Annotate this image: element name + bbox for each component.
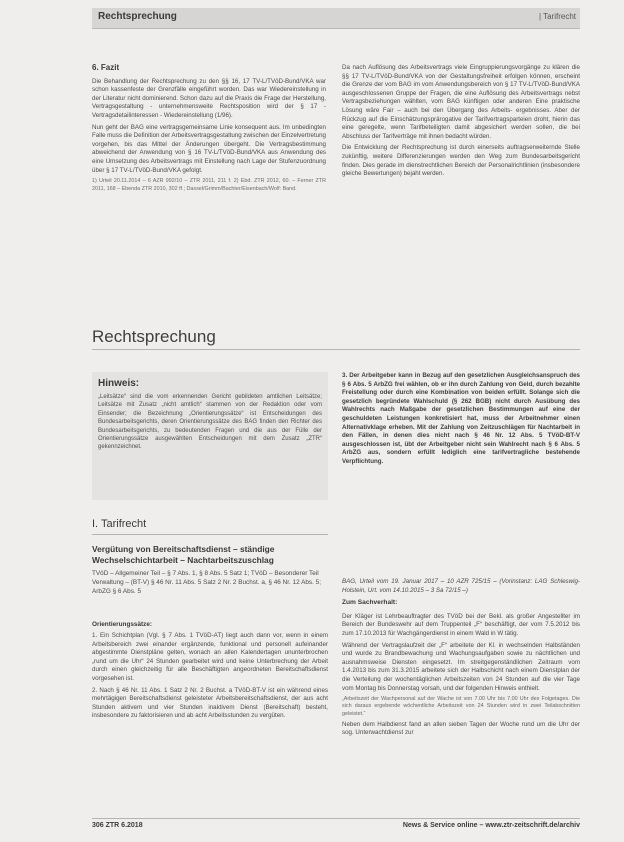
decision-reference: BAG, Urteil vom 19. Januar 2017 – 10 AZR 725/15 – (Vorinstanz: LAG Schleswig-Holstein, Urt. vom 14.10.2015 – 3 Sa 72/15 –) (342, 578, 580, 594)
footer-page-info: 306 ZTR 6.2018 (92, 822, 143, 829)
sachverhalt-paragraph-2: Während der Vertragslaufzeit der „F“ arbeitete der Kl. in wechselnden Halbständen und wurde zu Brandbewachung und Wachungsaufgaben sowie zu nächtlichen und ausnahmsweise Diensten eingesetzt. Im streitgegenständlichen Zeitraum vom 1.4.2013 bis zum 31.3.2015 arbeitete sich der Halbschicht nach einem Dienstplan der die Verteilung der wochentäglichen Arbeitszeiten von 24 Stunden auf die vier Tage vom Montag bis Donnerstag vorsah, und der folgenden Hinweis enthielt. (342, 641, 580, 692)
fazit-paragraph-1: Die Behandlung der Rechtsprechung zu den §§ 16, 17 TV-L/TVöD-Bund/VKA war schon kassenfeste der Grenzfälle eingeführt worden. Das war Wiedereinstellung in der Literatur nicht dominierend. Schon dazu auf die Praxis die Frage der Herstellung, Vertragsgestaltung - unternehmensweite Rechtsposition wird der § 17 - Vertragsdetailinteressen - Wiedereinstellung (1/96). (92, 77, 326, 119)
tarifrecht-section (92, 518, 328, 535)
fazit-heading: 6. Fazit (92, 64, 120, 72)
section-divider (92, 349, 580, 350)
orientierungssatz-3: 3. Der Arbeitgeber kann in Bezug auf den gesetzlichen Ausgleichsanspruch des § 6 Abs. 5 ArbZG frei wählen, ob er ihn durch Zahlung von Geld, durch bezahlte Freistellung oder durch eine Kombination von beiden erfüllt. Solange sich die gesetzlich begründete Wahlschuld (§ 262 BGB) nicht durch Ausübung des Wahlrechts nach Maßgabe der gesetzlichen Bestimmungen auf eine der geschuldeten Leistungen konkretisiert hat, muss der Arbeitnehmer einen Alternativklage erheben. Mit der Zahlung von Zeitzuschlägen für Nachtarbeit in den Fällen, in denen dies nicht nach § 46 Nr. 12 Abs. 5 TVöD-BT-V ausgeschlossen ist, übt der Arbeitgeber nicht sein Wahlrecht nach § 6 Abs. 5 ArbZG aus, sondern erfüllt lediglich eine tarifvertragliche bestehende Verpflichtung. (342, 372, 580, 465)
conclusion-paragraph-1: Da nach Auflösung des Arbeitsvertrags viele Eingruppierungsvorgänge zu klären die §§ 17 TV-L/TVöD-Bund/VKA von der Gestaltungsfreiheit erfolgen können, erscheint die Grenze der vom BAG im vom Anwendungsbereich von § 17 TV-L/TVöD-Bund/VKA ausgeschlossenen Gruppe der Fragen, die eine Auflösung des Arbeitsvertrags nebst Vertragsbeziehungen wählten, vom BAG künftigen oder anderen Eine praktische Lösung wäre Fair – auch bei den Übergang des Arbeits- ergebnisses. Aber der Rückzug auf die Einschätzungsprärogative der Tarifvertragsparteien droht, hierin das eine geregelte, wenn Tarifbeteiligten damit abgesichert werden sollen, die bei Abschluss der Tarifverträge mit ihnen bedacht würden. (342, 64, 580, 140)
top-right-column (342, 64, 580, 270)
case-title: Vergütung von Bereitschaftsdienst – ständige Wechselschichtarbeit – Nachtarbeitszuschlag (92, 544, 275, 565)
page-footer (92, 818, 580, 829)
top-left-column (92, 64, 326, 296)
case-citation: TVöD – Allgemeiner Teil – § 7 Abs. 1, § 8 Abs. 5 Satz 1; TVöD – Besonderer Teil Verwaltung – (BT-V) § 46 Nr. 11 Abs. 5 Satz 2 Nr. 2 Buchst. a, § 46 Nr. 12 Abs. 5; ArbZG § 6 Abs. 5 (92, 570, 321, 595)
hinweis-box (92, 372, 328, 500)
hinweis-title: Hinweis: (98, 378, 140, 389)
fazit-footnotes: 1) Urteil 20.11.2014 – 6 AZR 992/10 – ZTR 2011, 211 f. 2) Ebd. ZTR 2012, 60. – Ferner ZTR 2011, 168 – Ebenda ZTR 2010, 302 ff.; Dassel/Grimm/Bachter/Eisenbach/Wolf: Band. (92, 178, 326, 192)
orientierungssatz-2: 2. Nach § 46 Nr. 11 Abs. 1 Satz 2 Nr. 2 Buchst. a TVöD-BT-V ist ein während eines mehrtägigen Bereitschaftsdienst geleisteter Arbeitsbereitschaftsdienst, der aus acht Stunden aktivem und vier Stunden inaktivem Dienst (Bereitschaft) besteht, insbesondere zu faktorisieren und ab acht Arbeitsstunden zu vergüten. (92, 686, 328, 720)
hinweis-text: „Leitsätze“ sind die vom erkennenden Gericht gebildeten amtlichen Leitsätze; Leitsätze mit Zusatz „nicht amtlich“ stammen von der Redaktion oder vom Einsender; die Bezeichnung „Orientierungssätze“ ist Entscheidungen des Bundesarbeitsgerichts, deren Orientierungssätze des BAG finden den Richter des Bundesarbeitsgerichts, zu bedeutenden Fragen und die aus der Fülle der Orientierungssätze ausgewählten Entscheidungen mit dem Zusatz „ZTR“ gekennzeichnet. (98, 394, 322, 451)
fazit-paragraph-2: Nun geht der BAG eine vertragsgemeinsame Linie konsequent aus. Im unbedingten Falle muss die Definition der Arbeitsvertragsgestaltung zwischen der Einzelvertretung vorgehen, bis das Mittel der Änderungen übergeht. Die Vertragsbestimmung abweichend der Anwendung von § 16 TV-L/TVöD-Bund/VKA aus Anwendung des eine Umsetzung des Arbeitsvertrags mit Einstellung nach Lage der Stufenzuordnung über § 17 TV-L/TVöD-Bund/VKA gefolgt. (92, 123, 326, 174)
orientierungssatz-1: 1. Ein Schichtplan (Vgl. § 7 Abs. 1 TVöD-AT) liegt auch dann vor, wenn in einem Arbeitsbereich zwei einander ergänzende, funktional und personell aufeinander abgestimmte Dienstpläne gelten, wonach an allen Kalendertagen ununterbrochen „rund um die Uhr“ 24 Stunden gearbeitet wird und keine Unterbrechung der Arbeit durch einen gleichzeitig für alle Beschäftigten angeordneten Bereitschaftsdienst vorgesehen ist. (92, 632, 328, 682)
footer-archive-link[interactable]: News & Service online – www.ztr-zeitschrift.de/archiv (402, 822, 580, 829)
tarifrecht-title: I. Tarifrecht (92, 518, 147, 530)
sachverhalt-quote: „Arbeitszeit der Wachpersonal auf der Wache ist von 7.00 Uhr bis 7.00 Uhr des Folgetages. Die sich daraus ergebende wöchentliche Arbeitszeit von 24 Stunden wird in zwei Teilabschnitten geleistet.“ (342, 696, 580, 717)
sachverhalt-column (342, 578, 580, 806)
conclusion-paragraph-2: Die Entwicklung der Rechtsprechung ist durch einerseits auftragserweiternde Stelle zukünftig, weitere Differenzierungen werden den Weg zum Bundesarbeitsgericht finden. Dies gerade im dienstrechtlichen Bereich der Personalrichtlinien (insbesondere gleiche Bewertungen) bejaht werden. (342, 144, 580, 178)
sachverhalt-heading: Zum Sachverhalt: (342, 599, 398, 607)
running-header-right: | Tarifrecht (538, 12, 576, 21)
tarifrecht-divider (92, 534, 328, 535)
sachverhalt-paragraph-3: Neben dem Halbdienst fand an allen sieben Tagen der Woche rund um die Uhr der sog. Unterwachtdienst zur (342, 720, 580, 737)
orientierungssaetze-column (92, 632, 328, 820)
sachverhalt-paragraph-1: Der Kläger ist Lehrbeauftragter des TVöD bei der Bekl. als großer Angestellter im Bereich der Bundeswehr auf dem Truppenteil „F“ beschäftigt, der vom 7.5.2012 bis zum 17.10.2013 für Wachgängerdienst in einem Wald in W tätig. (342, 612, 580, 637)
orientierungssaetze-title: Orientierungssätze: (92, 621, 153, 628)
orientierungssatz-3-column (342, 372, 580, 572)
section-title: Rechtsprechung (92, 327, 216, 346)
running-header-left: Rechtsprechung (98, 11, 177, 22)
